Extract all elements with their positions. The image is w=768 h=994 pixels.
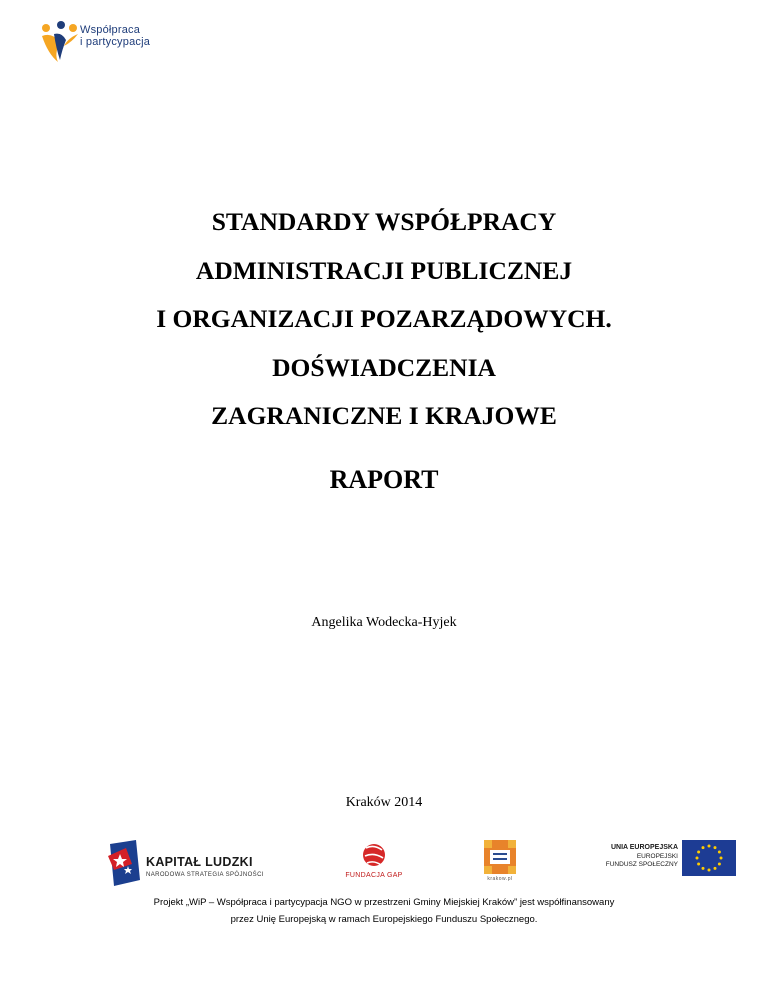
fundacja-gap-sphere-icon bbox=[336, 838, 412, 872]
author: Angelika Wodecka-Hyjek bbox=[311, 615, 457, 630]
kapital-ludzki-emblem-icon bbox=[106, 840, 142, 886]
kapital-ludzki-logo bbox=[106, 840, 276, 890]
title-line-2: ADMINISTRACJI PUBLICZNEJ bbox=[195, 255, 573, 285]
title-line-1: STANDARDY WSPÓŁPRACY bbox=[211, 207, 557, 236]
kapital-ludzki-subtitle: NARODOWA STRATEGIA SPÓJNOŚCI bbox=[146, 872, 264, 878]
place-year: Kraków 2014 bbox=[345, 795, 423, 810]
krakow-emblem-icon bbox=[480, 838, 520, 876]
fundacja-gap-text: FUNDACJA GAP bbox=[345, 872, 403, 879]
eu-line-2: EUROPEJSKI bbox=[636, 852, 678, 860]
footer-logos bbox=[0, 832, 768, 892]
krakow-text: krakow.pl bbox=[487, 876, 513, 882]
eu-flag-icon bbox=[682, 840, 736, 876]
krakow-logo bbox=[480, 838, 520, 886]
footer-note bbox=[0, 894, 768, 928]
eu-line-3: FUNDUSZ SPOŁECZNY bbox=[605, 861, 678, 868]
wip-logo bbox=[40, 20, 170, 64]
document-title bbox=[0, 198, 768, 441]
footer-note-line-2: przez Unię Europejską w ramach Europejskiego Funduszu Społecznego. bbox=[230, 914, 538, 925]
wip-logo-line1: Współpraca bbox=[80, 24, 141, 36]
wip-logo-line2: i partycypacja bbox=[80, 36, 151, 48]
title-line-3: I ORGANIZACJI POZARZĄDOWYCH. bbox=[156, 304, 612, 333]
wip-figures-icon bbox=[40, 20, 80, 64]
title-line-4: DOŚWIADCZENIA bbox=[272, 352, 496, 382]
eu-text bbox=[560, 844, 678, 870]
kapital-ludzki-title: KAPITAŁ LUDZKI bbox=[146, 855, 253, 869]
report-label: RAPORT bbox=[329, 465, 439, 494]
footer-note-line-1: Projekt „WiP – Współpraca i partycypacja NGO w przestrzeni Gminy Miejskiej Kraków” jest współfinansowany bbox=[153, 897, 615, 908]
wip-logo-text bbox=[80, 24, 150, 48]
fundacja-gap-logo bbox=[336, 838, 412, 888]
title-line-5: ZAGRANICZNE I KRAJOWE bbox=[211, 401, 557, 430]
eu-line-1: UNIA EUROPEJSKA bbox=[610, 844, 678, 851]
